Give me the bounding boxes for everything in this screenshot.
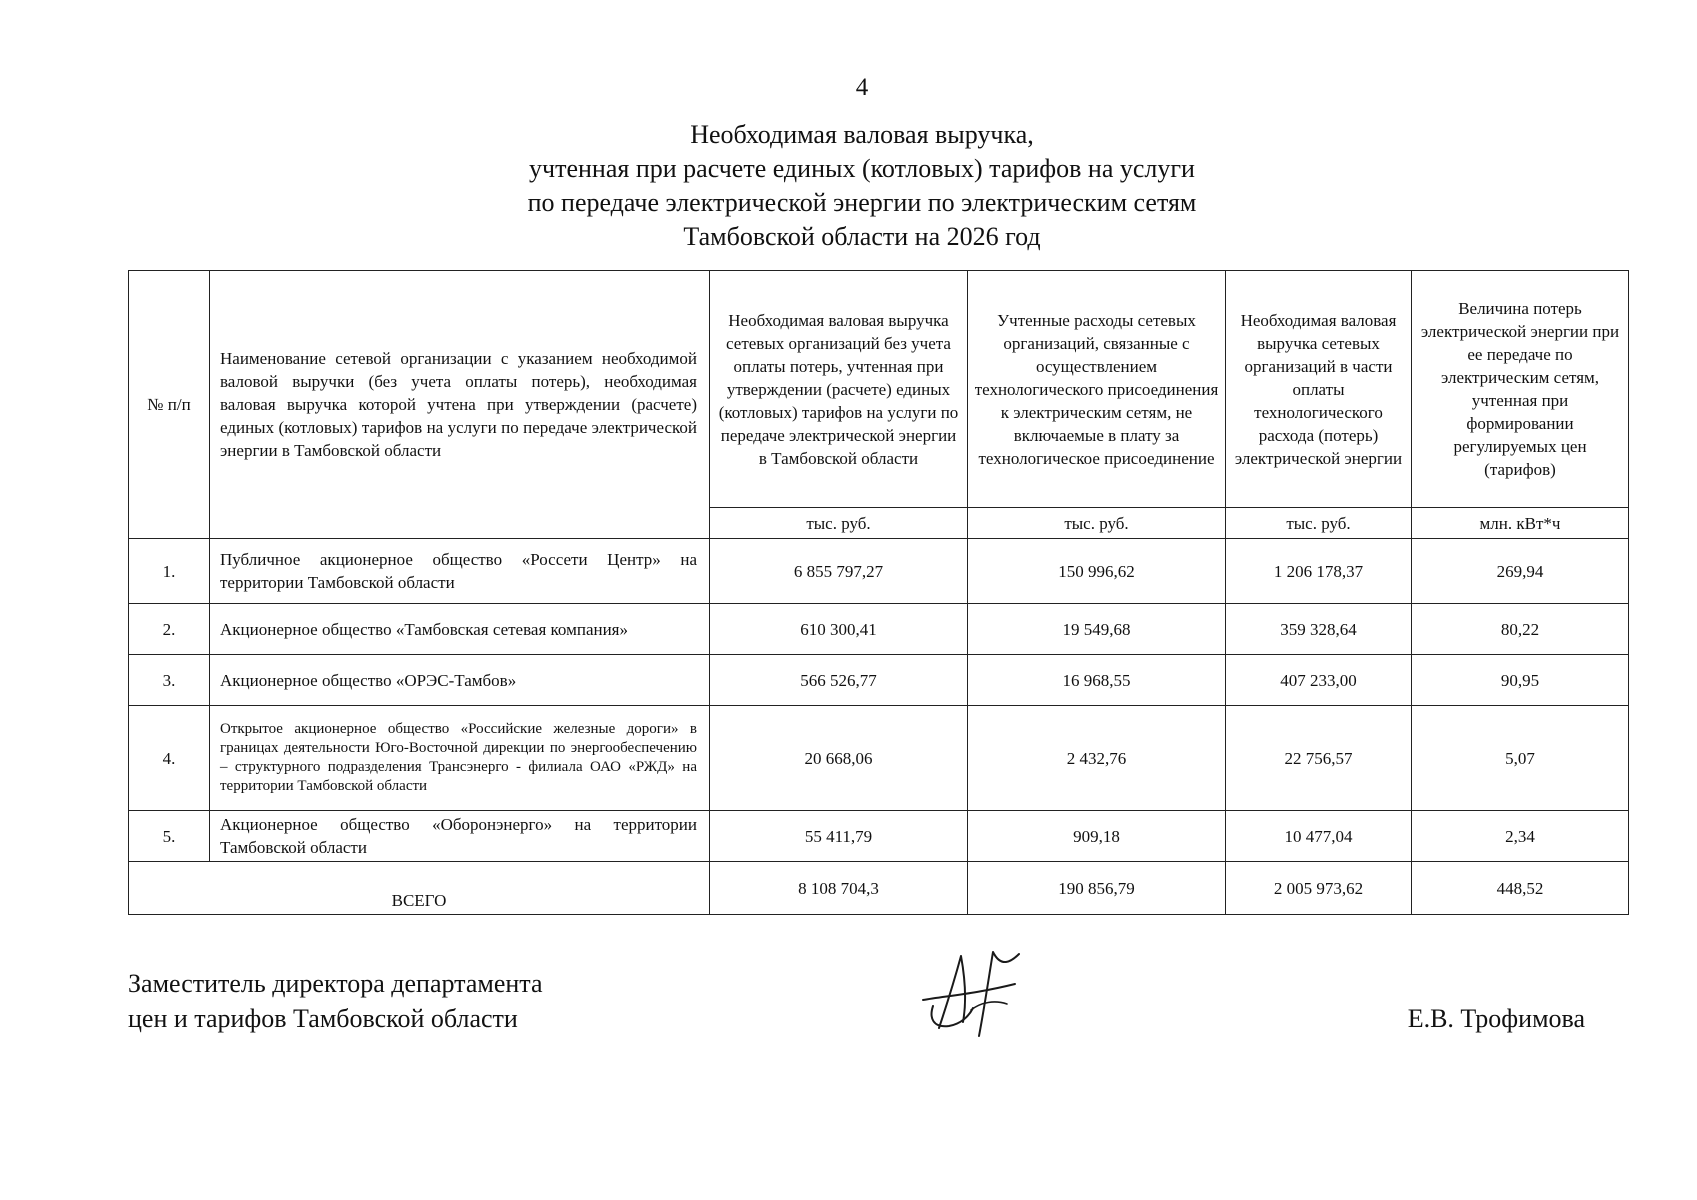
losses-payment-value: 407 233,00 — [1226, 655, 1412, 706]
required-revenue-value: 55 411,79 — [710, 811, 968, 862]
total-losses-payment: 2 005 973,62 — [1226, 862, 1412, 915]
unit-connection-expenses: тыс. руб. — [968, 508, 1226, 539]
signer-name: Е.В. Трофимова — [1407, 1004, 1585, 1033]
table-row — [129, 706, 1629, 811]
required-revenue-value: 6 855 797,27 — [710, 539, 968, 604]
organization-name: Акционерное общество «Оборонэнерго» на территории Тамбовской области — [210, 811, 710, 862]
total-connection-expenses: 190 856,79 — [968, 862, 1226, 915]
total-row — [129, 862, 1629, 915]
table-row — [129, 811, 1629, 862]
document-title — [300, 118, 1424, 254]
title-line: по передаче электрической энергии по электрическим сетям — [527, 188, 1197, 217]
connection-expenses-value: 909,18 — [968, 811, 1226, 862]
revenue-table — [128, 270, 1629, 915]
title-line: Необходимая валовая выручка, — [690, 120, 1034, 149]
organization-name: Открытое акционерное общество «Российские железные дороги» в границах деятельности Юго-Восточной дирекции по энергообеспечению – структурного подразделения Трансэнерго - филиала ОАО «РЖД» на территории Тамбовской области — [210, 706, 710, 811]
connection-expenses-value: 16 968,55 — [968, 655, 1226, 706]
header-organization-name: Наименование сетевой организации с указанием необходимой валовой выручки (без учета оплаты потерь), необходимая валовая выручка которой учтена при утверждении (расчете) единых (котловых) тарифов на услуги по передаче электрической энергии в Тамбовской области — [210, 271, 710, 539]
table-header-row — [129, 271, 1629, 508]
position-line: Заместитель директора департамента — [128, 969, 543, 998]
organization-name: Акционерное общество «Тамбовская сетевая компания» — [210, 604, 710, 655]
row-number: 5. — [129, 811, 210, 862]
title-line: учтенная при расчете единых (котловых) тарифов на услуги — [529, 154, 1195, 183]
losses-volume-value: 80,22 — [1412, 604, 1629, 655]
title-line: Тамбовской области на 2026 год — [683, 222, 1041, 251]
signer-position — [128, 966, 543, 1036]
total-losses-volume: 448,52 — [1412, 862, 1629, 915]
header-number: № п/п — [129, 271, 210, 539]
losses-volume-value: 5,07 — [1412, 706, 1629, 811]
losses-payment-value: 1 206 178,37 — [1226, 539, 1412, 604]
organization-name: Акционерное общество «ОРЭС-Тамбов» — [210, 655, 710, 706]
table-row — [129, 604, 1629, 655]
unit-losses-volume: млн. кВт*ч — [1412, 508, 1629, 539]
row-number: 3. — [129, 655, 210, 706]
losses-payment-value: 10 477,04 — [1226, 811, 1412, 862]
losses-volume-value: 269,94 — [1412, 539, 1629, 604]
connection-expenses-value: 19 549,68 — [968, 604, 1226, 655]
header-required-revenue: Необходимая валовая выручка сетевых организаций без учета оплаты потерь, учтенная при утверждении (расчете) единых (котловых) тарифов на услуги по передаче электрической энергии в Тамбовской области — [710, 271, 968, 508]
position-line: цен и тарифов Тамбовской области — [128, 1004, 518, 1033]
total-required-revenue: 8 108 704,3 — [710, 862, 968, 915]
unit-losses-payment: тыс. руб. — [1226, 508, 1412, 539]
table-row — [129, 539, 1629, 604]
row-number: 4. — [129, 706, 210, 811]
losses-payment-value: 22 756,57 — [1226, 706, 1412, 811]
connection-expenses-value: 2 432,76 — [968, 706, 1226, 811]
connection-expenses-value: 150 996,62 — [968, 539, 1226, 604]
required-revenue-value: 20 668,06 — [710, 706, 968, 811]
header-losses-payment: Необходимая валовая выручка сетевых организаций в части оплаты технологического расхода (потерь) электрической энергии — [1226, 271, 1412, 508]
unit-required-revenue: тыс. руб. — [710, 508, 968, 539]
losses-volume-value: 2,34 — [1412, 811, 1629, 862]
header-connection-expenses: Учтенные расходы сетевых организаций, связанные с осуществлением технологического присоединения к электрическим сетям, не включаемые в плату за технологическое присоединение — [968, 271, 1226, 508]
organization-name: Публичное акционерное общество «Россети Центр» на территории Тамбовской области — [210, 539, 710, 604]
row-number: 1. — [129, 539, 210, 604]
header-losses-volume: Величина потерь электрической энергии при ее передаче по электрическим сетям, учтенная при формировании регулируемых цен (тарифов) — [1412, 271, 1629, 508]
required-revenue-value: 566 526,77 — [710, 655, 968, 706]
losses-payment-value: 359 328,64 — [1226, 604, 1412, 655]
table-row — [129, 655, 1629, 706]
losses-volume-value: 90,95 — [1412, 655, 1629, 706]
total-label: ВСЕГО — [129, 862, 710, 915]
required-revenue-value: 610 300,41 — [710, 604, 968, 655]
handwritten-signature — [915, 948, 1030, 1040]
row-number: 2. — [129, 604, 210, 655]
page-number: 4 — [855, 74, 869, 101]
